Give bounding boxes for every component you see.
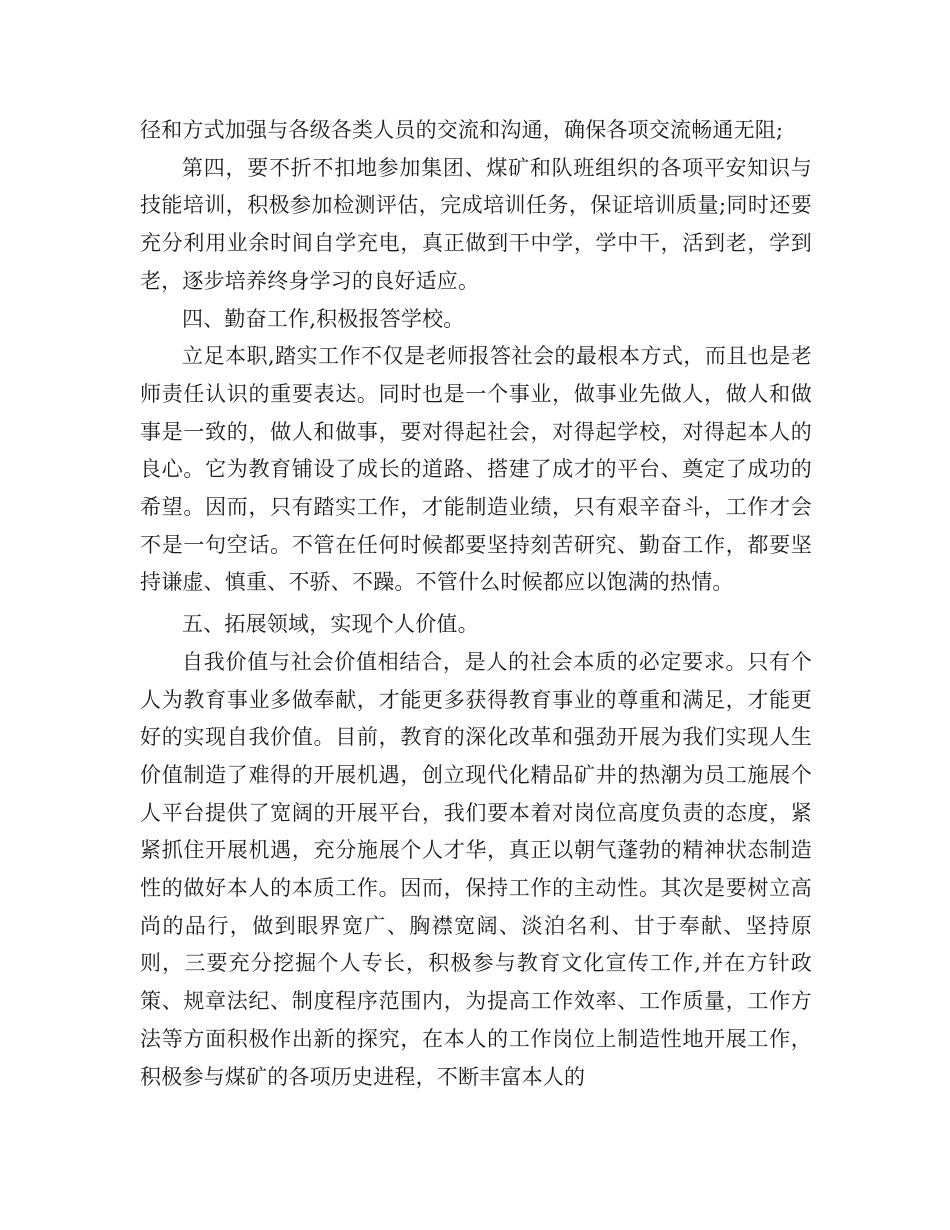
section-heading-five: 五、拓展领域，实现个人价值。 — [182, 612, 479, 637]
paragraph-continuation: 径和方式加强与各级各类人员的交流和沟通，确保各项交流畅通无阻; — [140, 118, 784, 142]
section-heading-four: 四、勤奋工作,积极报答学校。 — [182, 306, 465, 331]
paragraph-fourth-point: 第四，要不折不扣地参加集团、煤矿和队班组织的各项平安知识与技能培训，积极参加检测评估，完成培训任务，保证培训质量;同时还要充分利用业余时间自学充电，真正做到干中学，学中干，活到老，学到老，逐步培养终身学习的良好适应。 — [140, 155, 812, 293]
paragraph-work-diligently: 立足本职,踏实工作不仅是老师报答社会的最根本方式，而且也是老师责任认识的重要表达。同时也是一个事业，做事业先做人，做人和做事是一致的，做人和做事，要对得起社会，对得起学校，对得起本人的良心。它为教育铺设了成长的道路、搭建了成才的平台、奠定了成功的希望。因而，只有踏实工作，才能制造业绩，只有艰辛奋斗，工作才会不是一句空话。不管在任何时候都要坚持刻苦研究、勤奋工作，都要坚持谦虚、慎重、不骄、不躁。不管什么时候都应以饱满的热情。 — [140, 344, 812, 595]
document-body — [140, 112, 812, 1096]
paragraph-personal-value: 自我价值与社会价值相结合，是人的社会本质的必定要求。只有个人为教育事业多做奉献，才能更多获得教育事业的尊重和满足，才能更好的实现自我价值。目前，教育的深化改革和强劲开展为我们实现人生价值制造了难得的开展机遇，创立现代化精品矿井的热潮为员工施展个人平台提供了宽阔的开展平台，我们要本着对岗位高度负责的态度，紧紧抓住开展机遇，充分施展个人才华，真正以朝气蓬勃的精神状态制造性的做好本人的本质工作。因而，保持工作的主动性。其次是要树立高尚的品行，做到眼界宽广、胸襟宽阔、淡泊名利、甘于奉献、坚持原则，三要充分挖掘个人专长，积极参与教育文化宣传工作,并在方针政策、规章法纪、制度程序范围内，为提高工作效率、工作质量，工作方法等方面积极作出新的探究，在本人的工作岗位上制造性地开展工作，积极参与煤矿的各项历史进程，不断丰富本人的 — [140, 649, 812, 1089]
